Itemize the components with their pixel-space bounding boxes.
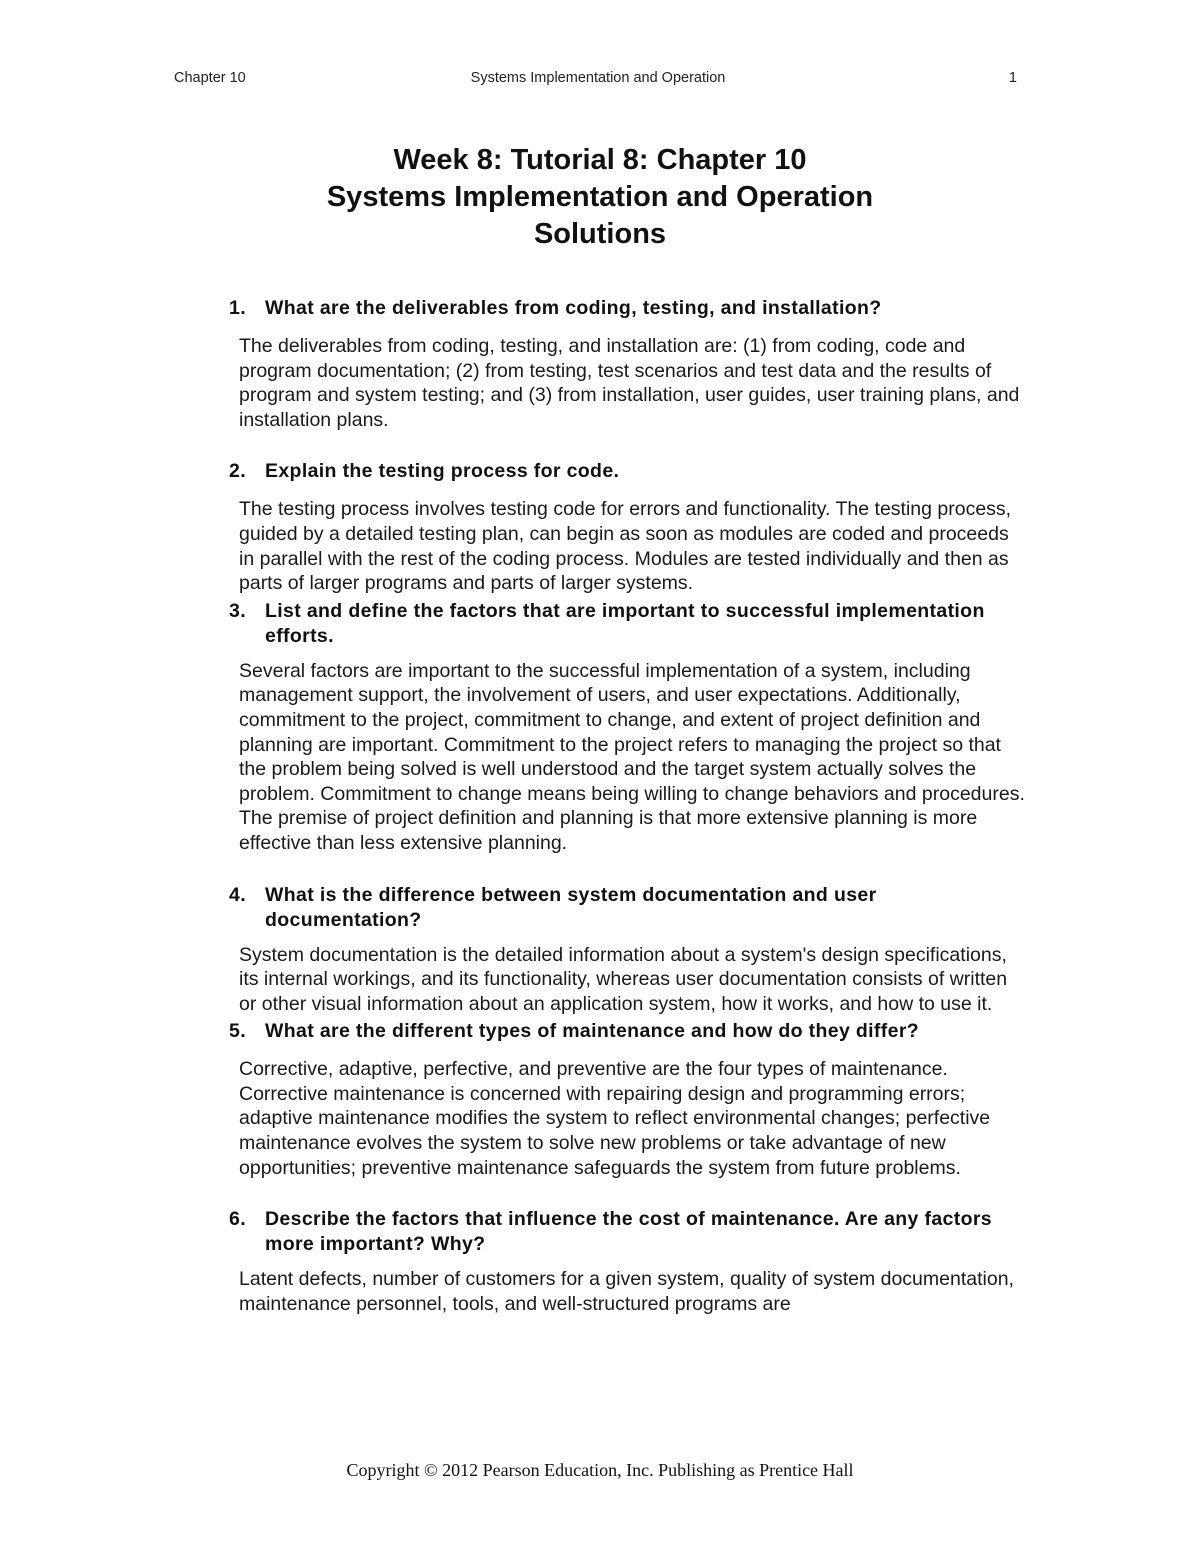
- question-heading: [229, 1019, 1029, 1044]
- answer-text: System documentation is the detailed information about a system's design specifications, its internal workings, and its functionality, whereas user documentation consists of written or other visual information about an application system, how it works, and how to use it.: [239, 943, 1008, 1015]
- question-text: What are the different types of maintenance and how do they differ?: [265, 1020, 920, 1043]
- question-text: Explain the testing process for code.: [265, 460, 620, 483]
- question-text: Describe the factors that influence the cost of maintenance. Are any factors more important? Why?: [265, 1208, 992, 1256]
- question-item-2: [229, 459, 1029, 595]
- question-heading: [229, 459, 1029, 484]
- question-text: What are the deliverables from coding, testing, and installation?: [265, 297, 882, 319]
- question-heading: [229, 883, 1029, 933]
- question-number: 3.: [229, 599, 246, 622]
- title-line-2: Systems Implementation and Operation: [326, 181, 874, 213]
- question-number: 1.: [229, 297, 246, 319]
- answer-text: The deliverables from coding, testing, and installation are: (1) from coding, code and program documentation; (2) from testing, test scenarios and test data and the results of program and system testing; and (3) from installation, user guides, user training plans, and installation plans.: [239, 335, 1020, 431]
- question-number: 4.: [229, 883, 246, 906]
- question-heading: [229, 599, 1029, 649]
- questions-list: [229, 296, 1029, 1316]
- question-item-4: [229, 883, 1029, 1017]
- question-text: What is the difference between system documentation and user documentation?: [265, 883, 877, 931]
- question-item-5: [229, 1019, 1029, 1180]
- title-line-1: Week 8: Tutorial 8: Chapter 10: [393, 144, 807, 176]
- question-number: 2.: [229, 460, 246, 483]
- copyright-footer: Copyright © 2012 Pearson Education, Inc. Publishing as Prentice Hall: [346, 1460, 854, 1480]
- question-item-6: [229, 1207, 1029, 1316]
- answer-text: Latent defects, number of customers for a given system, quality of system documentation, maintenance personnel, tools, and well-structured programs are: [239, 1268, 1014, 1315]
- question-number: 5.: [229, 1020, 246, 1043]
- header-chapter: Chapter 10: [174, 70, 246, 86]
- answer-text: The testing process involves testing code for errors and functionality. The testing process, guided by a detailed testing plan, can begin as soon as modules are coded and proceeds in parallel with the rest of the coding process. Modules are tested individually and then as parts of larger programs and parts of larger systems.: [239, 498, 1012, 595]
- header-page-number: 1: [1008, 70, 1017, 86]
- header-title: Systems Implementation and Operation: [470, 70, 726, 86]
- question-item-3: [229, 599, 1029, 856]
- question-number: 6.: [229, 1208, 246, 1231]
- question-heading: [229, 296, 1029, 321]
- question-heading: [229, 1207, 1029, 1257]
- answer-text: Corrective, adaptive, perfective, and preventive are the four types of maintenance. Corrective maintenance is concerned with repairing design and programming errors; adaptive maintenance modifies the system to reflect environmental changes; perfective maintenance evolves the system to solve new problems or take advantage of new opportunities; preventive maintenance safeguards the system from future problems.: [239, 1058, 991, 1179]
- answer-text: Several factors are important to the successful implementation of a system, including management support, the involvement of users, and user expectations. Additionally, commitment to the project, commitment to change, and extent of project definition and planning are important. Commitment to the project refers to managing the project so that the problem being solved is well understood and the target system actually solves the problem. Commitment to change means being willing to change behaviors and procedures. The premise of project definition and planning is that more extensive planning is more effective than less extensive planning.: [239, 659, 1025, 854]
- document-title: [174, 142, 1026, 253]
- question-text: List and define the factors that are important to successful implementation efforts.: [265, 599, 985, 647]
- question-item-1: [229, 296, 1029, 432]
- title-line-3: Solutions: [533, 218, 667, 250]
- page-header: [174, 70, 1022, 90]
